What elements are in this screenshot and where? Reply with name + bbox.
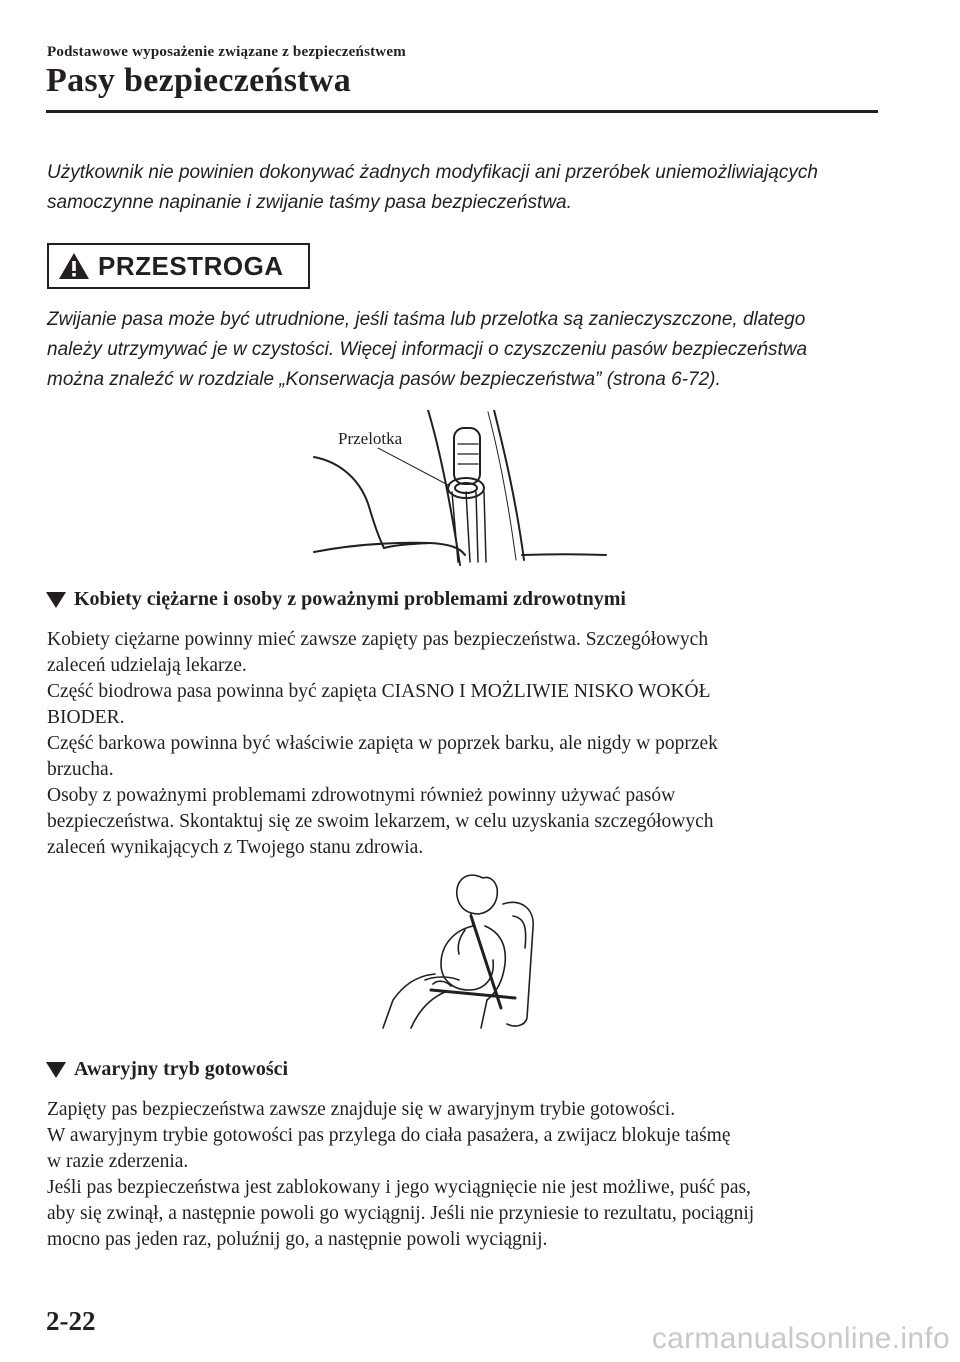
caution-label: PRZESTROGA [98,250,284,281]
paragraph-line: Osoby z poważnymi problemami zdrowotnymi również powinny używać pasów [47,785,676,806]
paragraph-line: W awaryjnym trybie gotowości pas przylega do ciała pasażera, a zwijacz blokuje taśmę [47,1125,731,1146]
paragraph-line: BIODER. [47,707,125,728]
emergency-paragraph [47,1097,877,1253]
paragraph-line: Kobiety ciężarne powinny mieć zawsze zapięty pas bezpieczeństwa. Szczegółowych [47,629,709,650]
paragraph-line: Część biodrowa pasa powinna być zapięta CIASNO I MOŻLIWIE NISKO WOKÓŁ [47,681,711,702]
pregnant-paragraph [47,627,877,861]
caution-box [47,243,310,289]
caution-line: należy utrzymywać je w czystości. Więcej informacji o czyszczeniu pasów bezpieczeństwa [47,339,808,360]
paragraph-line: bezpieczeństwa. Skontaktuj się ze swoim lekarzem, w celu uzyskania szczegółowych [47,811,714,832]
paragraph-line: mocno pas jeden raz, poluźnij go, a następnie powoli wyciągnij. [47,1229,548,1250]
warning-triangle-icon [58,252,90,280]
seatbelt-guide-illustration [300,410,620,575]
paragraph-line: brzucha. [47,759,114,780]
title-divider [46,110,878,113]
paragraph-line: w razie zderzenia. [47,1151,189,1172]
paragraph-line: aby się zwinął, a następnie powoli go wyciągnij. Jeśli nie przyniesie to rezultatu, pociągnij [47,1203,755,1224]
caution-paragraph [47,305,887,395]
triangle-down-icon [46,1062,66,1078]
watermark: carmanualsonline.info [651,1322,950,1355]
figure-callout-label: Przelotka [338,429,403,448]
paragraph-line: zaleceń udzielają lekarze. [47,655,247,676]
paragraph-line: Część barkowa powinna być właściwie zapięta w poprzek barku, ale nigdy w poprzek [47,733,718,754]
triangle-down-icon [46,592,66,608]
caution-line: można znaleźć w rozdziale „Konserwacja pasów bezpieczeństwa” (strona 6-72). [47,369,721,390]
paragraph-line: Zapięty pas bezpieczeństwa zawsze znajduje się w awaryjnym trybie gotowości. [47,1099,676,1120]
page-title: Pasy bezpieczeństwa [46,62,352,99]
caution-line: Zwijanie pasa może być utrudnione, jeśli taśma lub przelotka są zanieczyszczone, dlatego [47,309,806,330]
paragraph-line: Jeśli pas bezpieczeństwa jest zablokowany i jego wyciągnięcie nie jest możliwe, puść pas, [47,1177,751,1198]
section-heading-text: Kobiety ciężarne i osoby z poważnymi problemami zdrowotnymi [74,588,626,610]
intro-line: Użytkownik nie powinien dokonywać żadnych modyfikacji ani przeróbek uniemożliwiających [47,162,818,183]
intro-paragraph [47,158,887,218]
section-heading-emergency [46,1058,288,1081]
pregnant-passenger-illustration [375,868,550,1033]
intro-line: samoczynne napinanie i zwijanie taśmy pasa bezpieczeństwa. [47,192,572,213]
section-heading-text: Awaryjny tryb gotowości [74,1058,289,1080]
page-number: 2-22 [46,1306,96,1336]
paragraph-line: zaleceń wynikających z Twojego stanu zdrowia. [47,837,424,858]
section-heading-pregnant [46,588,626,611]
breadcrumb: Podstawowe wyposażenie związane z bezpieczeństwem [47,44,406,60]
